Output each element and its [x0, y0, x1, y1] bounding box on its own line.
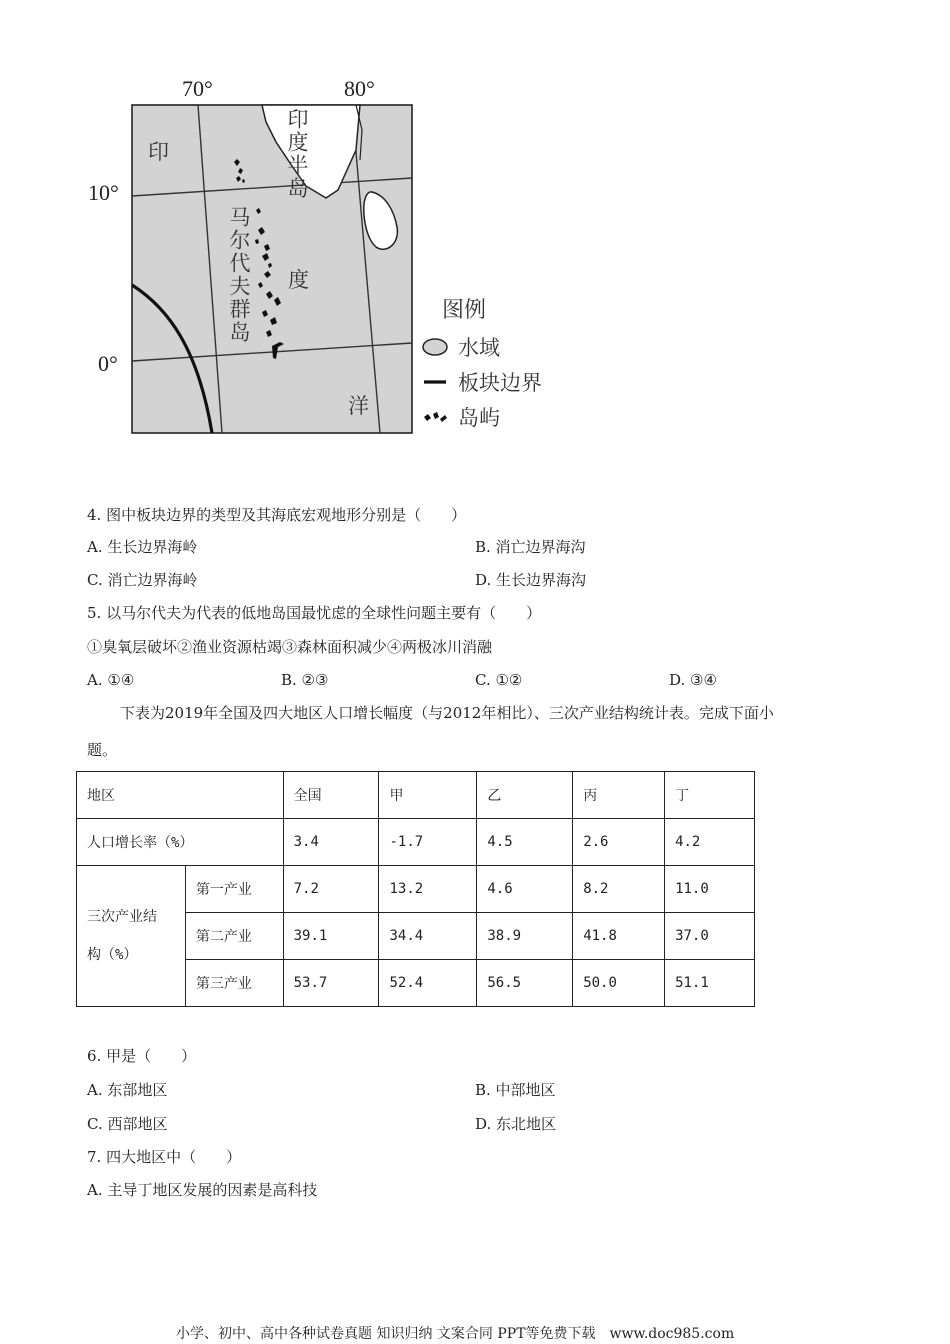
table-cell: 41.8 — [573, 913, 665, 960]
table-cell: 39.1 — [283, 913, 379, 960]
footer-text: 小学、初中、高中各种试卷真题 知识归纳 文案合同 PPT等免费下载 www.doc985.com — [176, 1326, 735, 1342]
table-cell: 50.0 — [573, 960, 665, 1007]
ocean-label-1: 印 — [148, 140, 169, 164]
question-4-stem: 4. 图中板块边界的类型及其海底宏观地形分别是（ ） — [87, 506, 467, 524]
legend-item-water — [420, 332, 500, 362]
table-cell: 34.4 — [379, 913, 477, 960]
row-label-growth: 人口增长率（%） — [77, 819, 284, 866]
legend-item-island — [420, 402, 500, 432]
island-icon — [420, 407, 450, 427]
water-icon — [420, 337, 450, 357]
q4-option-a: A. 生长边界海岭 — [87, 538, 198, 556]
q4-option-b: B. 消亡边界海沟 — [475, 538, 586, 556]
table-cell: -1.7 — [379, 819, 477, 866]
table-cell: 13.2 — [379, 866, 477, 913]
legend-label-boundary: 板块边界 — [458, 371, 542, 395]
table-cell: 37.0 — [665, 913, 755, 960]
structure-label-line-2: 构（%） — [87, 947, 138, 963]
table-cell: 4.2 — [665, 819, 755, 866]
maldives-label: 马尔代夫群岛 — [227, 206, 251, 344]
q5-option-a: A. ①④ — [87, 671, 135, 689]
q6-option-c: C. 西部地区 — [87, 1115, 168, 1133]
ocean-label-3: 洋 — [348, 394, 369, 418]
ocean-label-2: 度 — [288, 268, 309, 292]
header-cell: 甲 — [379, 772, 477, 819]
sub-row-label: 第一产业 — [185, 866, 283, 913]
q5-option-c: C. ①② — [475, 671, 523, 689]
table-cell: 2.6 — [573, 819, 665, 866]
question-7-stem: 7. 四大地区中（ ） — [87, 1148, 242, 1166]
sub-row-label: 第二产业 — [185, 913, 283, 960]
table-cell: 52.4 — [379, 960, 477, 1007]
row-label-structure — [77, 866, 186, 1007]
q7-option-a: A. 主导丁地区发展的因素是高科技 — [87, 1181, 318, 1199]
plate-boundary-icon — [420, 372, 450, 392]
header-cell: 乙 — [477, 772, 573, 819]
table-intro-line-2: 题。 — [87, 741, 118, 759]
legend-label-water: 水域 — [458, 336, 500, 360]
question-5-stem: 5. 以马尔代夫为代表的低地岛国最忧虑的全球性问题主要有（ ） — [87, 604, 542, 622]
table-cell: 53.7 — [283, 960, 379, 1007]
lon-label-80: 80° — [344, 76, 375, 101]
table-cell: 38.9 — [477, 913, 573, 960]
table-cell: 11.0 — [665, 866, 755, 913]
table-cell: 4.5 — [477, 819, 573, 866]
table-cell: 7.2 — [283, 866, 379, 913]
question-6-stem: 6. 甲是（ ） — [87, 1047, 197, 1065]
lat-label-10: 10° — [88, 180, 119, 205]
map-frame — [132, 105, 412, 433]
q6-option-d: D. 东北地区 — [475, 1115, 557, 1133]
q6-option-a: A. 东部地区 — [87, 1081, 168, 1099]
table-row-primary — [77, 866, 755, 913]
structure-label-line-1: 三次产业结 — [87, 909, 157, 925]
table-cell: 4.6 — [477, 866, 573, 913]
lon-label-70: 70° — [182, 76, 213, 101]
question-5-statements: ①臭氧层破坏②渔业资源枯竭③森林面积减少④两极冰川消融 — [87, 638, 493, 656]
q5-option-d: D. ③④ — [669, 671, 717, 689]
table-cell: 56.5 — [477, 960, 573, 1007]
q4-option-c: C. 消亡边界海岭 — [87, 571, 198, 589]
legend-item-boundary — [420, 367, 542, 397]
india-peninsula-label: 印度半岛 — [285, 108, 309, 200]
header-cell-region: 地区 — [77, 772, 284, 819]
header-cell: 全国 — [283, 772, 379, 819]
q5-option-b: B. ②③ — [281, 671, 329, 689]
table-row-growth — [77, 819, 755, 866]
maldives-map — [80, 70, 600, 450]
lat-label-0: 0° — [98, 351, 118, 376]
statistics-table — [76, 771, 755, 1007]
table-cell: 3.4 — [283, 819, 379, 866]
legend-title: 图例 — [442, 298, 487, 323]
sub-row-label: 第三产业 — [185, 960, 283, 1007]
header-cell: 丁 — [665, 772, 755, 819]
header-cell: 丙 — [573, 772, 665, 819]
table-cell: 8.2 — [573, 866, 665, 913]
q4-option-d: D. 生长边界海沟 — [475, 571, 587, 589]
legend-label-island: 岛屿 — [458, 406, 500, 430]
table-header-row — [77, 772, 755, 819]
q6-option-b: B. 中部地区 — [475, 1081, 556, 1099]
table-intro-line-1: 下表为2019年全国及四大地区人口增长幅度（与2012年相比）、三次产业结构统计表。完成下面小 — [120, 704, 774, 722]
table-cell: 51.1 — [665, 960, 755, 1007]
